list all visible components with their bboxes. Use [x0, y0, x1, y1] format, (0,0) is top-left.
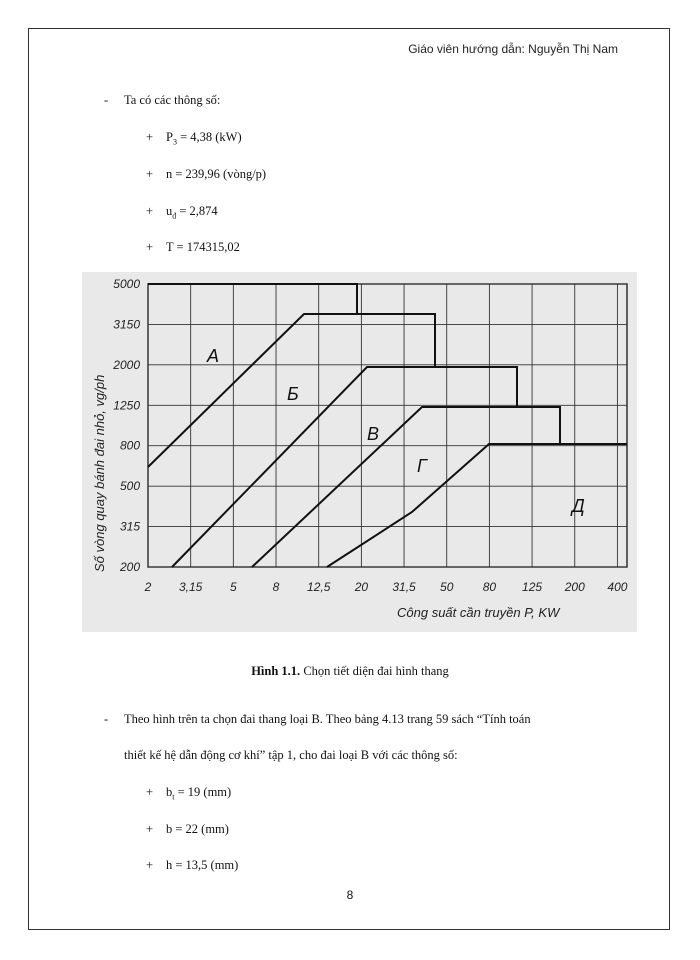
y-tick-label: 5000	[113, 277, 140, 291]
page-number: 8	[346, 888, 354, 902]
param-n: n = 239,96 (vòng/p)	[166, 167, 267, 181]
region-boundary	[252, 407, 560, 567]
chart-xlabel: Công suất cần truyền P, KW	[397, 605, 560, 620]
chart-ylabel: Số vòng quay bánh đai nhỏ, vg/ph	[92, 374, 107, 572]
x-tick-label: 2	[144, 580, 152, 594]
region-boundary	[172, 367, 517, 567]
body-line-2: thiết kế hệ dẫn động cơ khí” tập 1, cho đai loại B với các thông số:	[124, 748, 458, 762]
y-tick-label: 800	[119, 438, 140, 453]
param-ud: $u_đ = 2,874$	[166, 204, 218, 221]
y-tick-label: 2000	[113, 357, 140, 372]
y-tick-label: 1250	[113, 398, 140, 413]
x-tick-label: 20	[354, 580, 369, 594]
x-tick-label: 12,5	[307, 580, 331, 594]
region-label: Г	[417, 456, 427, 476]
chart-frame	[148, 284, 627, 567]
x-tick-label: 125	[522, 580, 543, 594]
param-p3: $P_3 = 4,38$ (kW)	[166, 130, 242, 147]
figure-belt-selection	[82, 272, 637, 632]
bullet-dash: -	[104, 93, 109, 107]
chart-grid	[148, 284, 627, 567]
bullet-plus: +	[146, 130, 154, 144]
bullet-plus: +	[146, 822, 154, 836]
figure-caption: Hình 1.1. Chọn tiết diện đai hình thang	[251, 664, 449, 678]
x-tick-label: 5	[230, 580, 237, 594]
x-tick-label: 31,5	[392, 580, 416, 594]
page-header: Giáo viên hướng dẫn: Nguyễn Thị Nam	[408, 42, 618, 56]
region-label: A	[207, 346, 220, 366]
x-tick-label: 3,15	[178, 580, 203, 594]
bullet-plus: +	[146, 785, 154, 799]
region-boundary	[148, 284, 357, 314]
x-tick-label: 8	[272, 580, 280, 594]
bullet-plus: +	[146, 240, 154, 254]
y-tick-label: 315	[119, 519, 140, 534]
param-bt: $b_t = 19$ (mm)	[166, 785, 232, 802]
y-tick-label: 3150	[113, 317, 140, 332]
x-tick-label: 400	[607, 580, 628, 594]
intro-text: Ta có các thông số:	[124, 93, 221, 107]
param-b: b = 22 (mm)	[166, 822, 229, 836]
y-tick-label: 200	[119, 560, 140, 574]
region-label: Б	[287, 384, 299, 404]
param-h: h = 13,5 (mm)	[166, 858, 239, 872]
region-label: Д	[572, 496, 585, 516]
bullet-dash: -	[104, 712, 109, 726]
bullet-plus: +	[146, 204, 154, 218]
bullet-plus: +	[146, 167, 154, 181]
chart-regions	[148, 284, 627, 567]
x-tick-label: 200	[564, 580, 585, 594]
bullet-plus: +	[146, 858, 154, 872]
x-tick-label: 80	[482, 580, 497, 594]
body-line-1: Theo hình trên ta chọn đai thang loại B. Theo bảng 4.13 trang 59 sách “Tính toán	[124, 712, 531, 726]
y-tick-label: 500	[119, 479, 140, 494]
belt-chart	[82, 272, 637, 632]
param-t: T = 174315,02	[166, 240, 240, 254]
region-label: B	[367, 424, 380, 444]
x-tick-label: 50	[440, 580, 454, 594]
